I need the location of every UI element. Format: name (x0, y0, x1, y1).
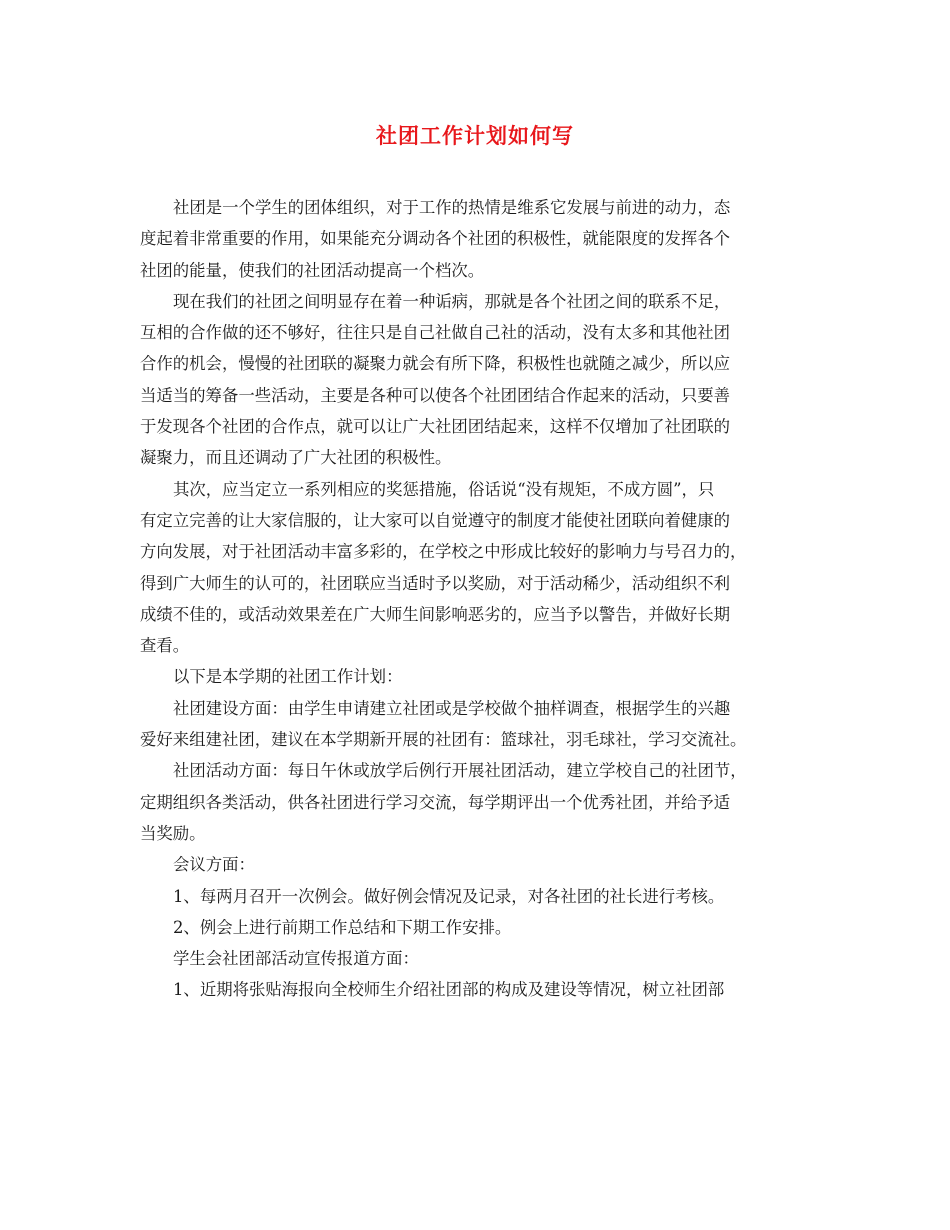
paragraph (140, 881, 820, 912)
paragraph-line: 学生会社团部活动宣传报道方面： (173, 949, 419, 969)
document-body (140, 192, 820, 1006)
paragraph-line: 爱好来组建社团，建议在本学期新开展的社团有：篮球社，羽毛球社，学习交流社。 (140, 730, 747, 750)
paragraph-line: 查看。 (140, 636, 190, 656)
paragraph-line: 会议方面： (173, 855, 255, 875)
paragraph-line: 凝聚力，而且还调动了广大社团的积极性。 (140, 448, 452, 468)
paragraph (140, 755, 820, 849)
paragraph (140, 849, 820, 880)
paragraph-line: 得到广大师生的认可的，社团联应当适时予以奖励，对于活动稀少，活动组织不利 (140, 573, 731, 593)
paragraph-line: 以下是本学期的社团工作计划： (173, 667, 403, 687)
paragraph-line: 成绩不佳的，或活动效果差在广大师生间影响恶劣的，应当予以警告，并做好长期 (140, 604, 731, 624)
paragraph-line: 当适当的筹备一些活动，主要是各种可以使各个社团团结合作起来的活动，只要善 (140, 385, 731, 405)
paragraph-line: 于发现各个社团的合作点，就可以让广大社团团结起来，这样不仅增加了社团联的 (140, 417, 731, 437)
paragraph-line: 社团活动方面：每日午休或放学后例行开展社团活动，建立学校自己的社团节， (173, 761, 747, 781)
paragraph-line: 合作的机会，慢慢的社团联的凝聚力就会有所下降，积极性也就随之减少，所以应 (140, 354, 731, 374)
paragraph (140, 192, 820, 286)
paragraph (140, 943, 820, 974)
paragraph-line: 现在我们的社团之间明显存在着一种诟病，那就是各个社团之间的联系不足， (173, 291, 731, 311)
paragraph-line: 1、近期将张贴海报向全校师生介绍社团部的构成及建设等情况，树立社团部 (173, 980, 725, 1000)
paragraph-line: 有定立完善的让大家信服的，让大家可以自觉遵守的制度才能使社团联向着健康的 (140, 510, 731, 530)
paragraph (140, 286, 820, 474)
paragraph (140, 974, 820, 1005)
document-title: 社团工作计划如何写 (376, 123, 574, 148)
paragraph (140, 693, 820, 756)
paragraph-line: 方向发展，对于社团活动丰富多彩的，在学校之中形成比较好的影响力与号召力的， (140, 542, 747, 562)
paragraph-line: 社团是一个学生的团体组织，对于工作的热情是维系它发展与前进的动力，态 (173, 198, 731, 217)
paragraph (140, 912, 820, 943)
paragraph-line: 2、例会上进行前期工作总结和下期工作安排。 (173, 917, 512, 937)
paragraph-line: 其次，应当定立一系列相应的奖惩措施，俗话说“没有规矩，不成方圆”，只 (173, 479, 715, 499)
paragraph-line: 社团建设方面：由学生申请建立社团或是学校做个抽样调查，根据学生的兴趣 (173, 698, 731, 718)
paragraph-line: 当奖励。 (140, 823, 206, 843)
paragraph-line: 互相的合作做的还不够好，往往只是自己社做自己社的活动，没有太多和其他社团 (140, 323, 731, 343)
paragraph-line: 1、每两月召开一次例会。做好例会情况及记录，对各社团的社长进行考核。 (173, 886, 725, 906)
paragraph (140, 661, 820, 692)
paragraph-line: 社团的能量，使我们的社团活动提高一个档次。 (140, 260, 485, 280)
paragraph (140, 474, 820, 662)
paragraph-line: 度起着非常重要的作用，如果能充分调动各个社团的积极性，就能限度的发挥各个 (140, 229, 731, 249)
paragraph-line: 定期组织各类活动，供各社团进行学习交流，每学期评出一个优秀社团，并给予适 (140, 792, 731, 812)
